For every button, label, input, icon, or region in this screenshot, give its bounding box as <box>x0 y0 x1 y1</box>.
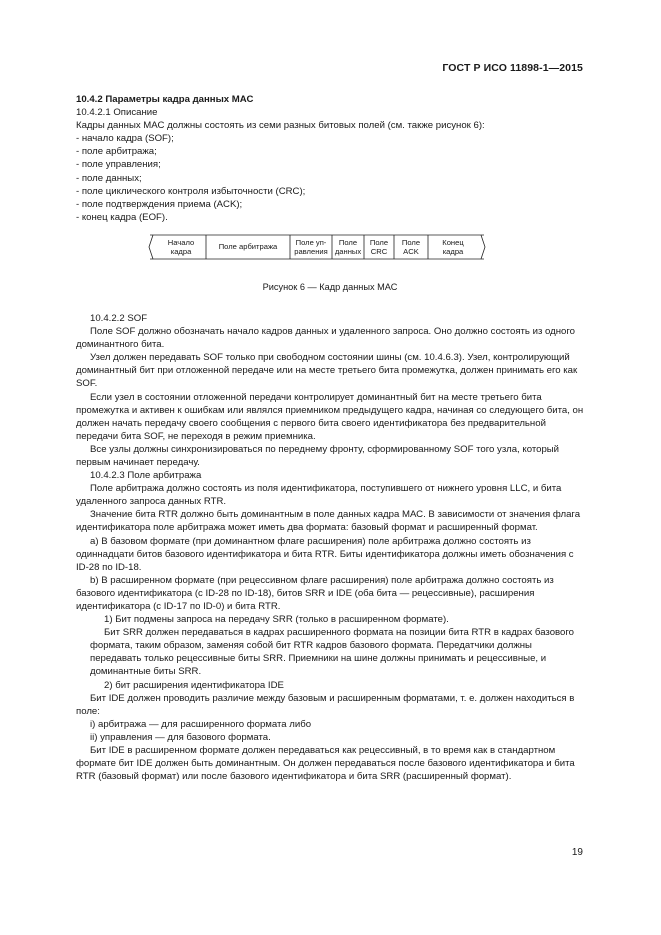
page-number: 19 <box>571 847 583 858</box>
field-list-item: - поле подтверждения приема (ACK); <box>76 198 243 210</box>
field-list-item: - поле циклического контроля избыточности (CRC); <box>76 185 306 197</box>
frame-cell-eof: Конец кадра <box>442 237 464 256</box>
ide-list-item: ii) управления — для базового формата. <box>90 731 271 743</box>
subsection-description-heading: 10.4.2.1 Описание <box>76 107 158 119</box>
ide-paragraph: Бит IDE в расширенном формате должен передаваться как рецессивный, в то время как в стандартном формате бит IDE должен быть доминантным. Он должен передаваться после базового идентификатора и бита RTR (базовый формат) или после базового идентификатора и бита SRR (расширенный формат). <box>76 745 575 783</box>
sof-paragraph: Все узлы должны синхронизироваться по переднему фронту, сформированному SOF того узла, который первым начинает передачу. <box>76 443 560 468</box>
arbitration-paragraph: Поле арбитража должно состоять из поля идентификатора, поступившего от нижнего уровня LLC, и бита удаленного запроса данных RTR. <box>76 483 562 508</box>
frame-diagram <box>148 234 486 260</box>
sof-heading: 10.4.2.2 SOF <box>90 312 148 324</box>
arbitration-heading: 10.4.2.3 Поле арбитража <box>90 470 202 482</box>
field-list-item: - поле управления; <box>76 159 161 171</box>
arbitration-item-b: b) В расширенном формате (при рецессивном флаге расширения) поле арбитража должно состоять из базового идентификатора (с ID-28 по ID-18), битов SRR и IDE (оба бита — рецессивные), расширения идентификатора (с ID-17 по ID-0) и бита RTR. <box>76 574 554 612</box>
field-list-item: - поле данных; <box>76 172 142 184</box>
srr-bit-heading: 1) Бит подмены запроса на передачу SRR (только в расширенном формате). <box>104 614 449 626</box>
frame-cell-data: Поле данных <box>334 237 362 256</box>
field-list-item: - начало кадра (SOF); <box>76 133 174 145</box>
frame-cell-sof: Начало кадра <box>167 237 195 256</box>
frame-cell-control: Поле уп- равления <box>294 237 328 256</box>
sof-paragraph: Узел должен передавать SOF только при свободном состоянии шины (см. 10.4.6.3). Узел, контролирующий доминантный бит при отложенной передаче или на месте третьего бита промежутка, должен принимать его как SOF. <box>76 352 578 390</box>
ide-paragraph: Бит IDE должен проводить различие между базовым и расширенным форматами, т. е. должен находиться в поле: <box>76 692 575 717</box>
frame-cell-ack: Поле ACK <box>401 237 421 256</box>
section-heading: 10.4.2 Параметры кадра данных МАС <box>76 94 254 105</box>
document-standard-header: ГОСТ Р ИСО 11898-1—2015 <box>442 62 583 74</box>
field-list-item: - поле арбитража; <box>76 146 157 158</box>
frame-cell-crc: Поле CRC <box>369 237 389 256</box>
ide-list-item: i) арбитража — для расширенного формата либо <box>90 718 312 730</box>
arbitration-paragraph: Значение бита RTR должно быть доминантным в поле данных кадра МАС. В зависимости от значения флага идентификатора поле арбитража может иметь два формата: базовый формат и расширенный формат. <box>76 509 581 534</box>
sof-paragraph: Если узел в состоянии отложенной передачи контролирует доминантный бит на месте третьего бита промежутка и активен к ошибкам или являлся приемником предыдущего кадра, начиная со следующего бита, он должен начать передачу своего сообщения с первого бита своего идентификатора без предварительной передачи бита SOF, не переходя в режим приемника. <box>76 391 584 442</box>
srr-bit-description: Бит SRR должен передаваться в кадрах расширенного формата на позиции бита RTR в кадрах базового формата, таким образом, заменяя собой бит RTR кадров базового формата. Передатчики должны передавать только рецессивные биты SRR. Приемники на шине должны принимать и рецессивные, и доминантные биты SRR. <box>90 627 575 678</box>
sof-paragraph: Поле SOF должно обозначать начало кадров данных и удаленного запроса. Оно должно состоять из одного доминантного бита. <box>76 326 575 351</box>
figure-6 <box>76 234 584 304</box>
document-body <box>76 93 584 783</box>
frame-cell-arbitration: Поле арбитража <box>218 242 278 252</box>
field-list-item: - конец кадра (EOF). <box>76 211 168 223</box>
intro-paragraph: Кадры данных МАС должны состоять из семи разных битовых полей (см. также рисунок 6): <box>76 120 485 132</box>
arbitration-item-a: а) В базовом формате (при доминантном флаге расширения) поле арбитража должно состоять из одиннадцати битов базового идентификатора и бита RTR. Биты идентификатора должны иметь обозначения с ID-28 по ID-18. <box>76 535 574 573</box>
figure-caption: Рисунок 6 — Кадр данных МАС <box>262 281 398 292</box>
ide-bit-heading: 2) бит расширения идентификатора IDE <box>104 679 284 691</box>
